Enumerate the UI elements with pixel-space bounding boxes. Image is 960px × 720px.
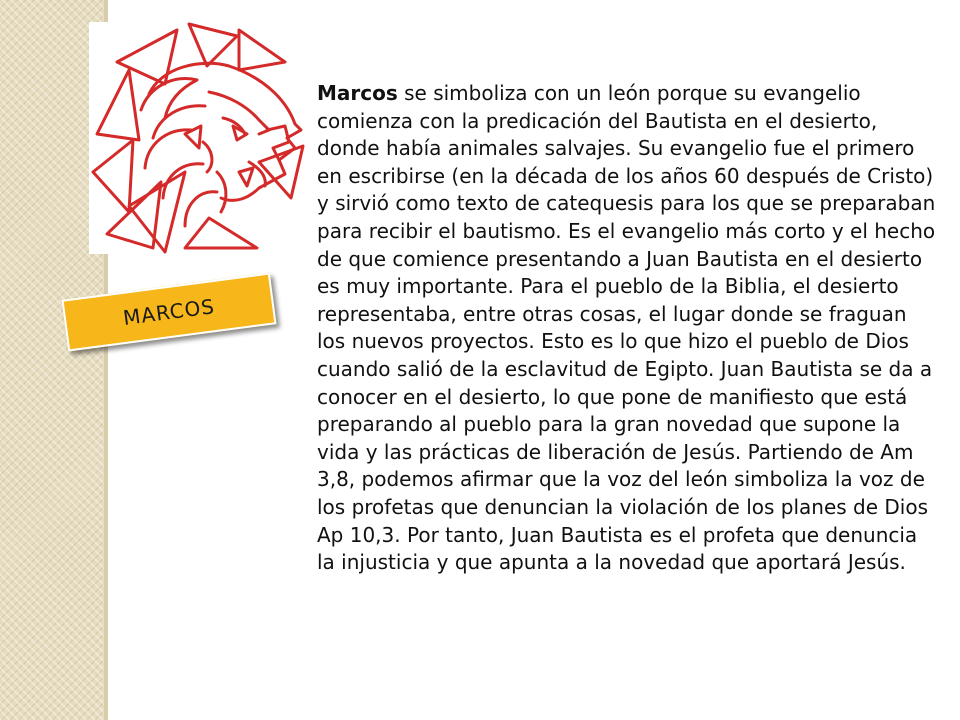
body-paragraph: se simboliza con un león porque su evangelio comienza con la predicación del Bautista en el desierto, donde había animales salvajes. Su evangelio fue el primero en escribirse (en la década de los años 60 después de Cristo) y sirvió como texto de catequesis para los que se preparaban para recibir el bautismo. Es el evangelio más corto y el hecho de que comience presentando a Juan Bautista en el desierto es muy importante. Para el pueblo de la Biblia, el desierto representaba, entre otras cosas, el lugar donde se fraguan los nuevos proyectos. Esto es lo que hizo el pueblo de Dios cuando salió de la esclavitud de Egipto. Juan Bautista se da a conocer en el desierto, lo que pone de manifiesto que está preparando al pueblo para la gran novedad que supone la vida y las prácticas de liberación de Jesús. Partiendo de Am 3,8, podemos afirmar que la voz del león simboliza la voz de los profetas que denuncian la violación de los planes de Dios Ap 10,3. Por tanto, Juan Bautista es el profeta que denuncia la injusticia y que apunta a la novedad que aportará Jesús.	[317, 81, 936, 575]
slide-body-text	[317, 80, 937, 577]
lead-word: Marcos	[317, 81, 398, 105]
badge-label: MARCOS	[121, 294, 217, 330]
lion-line-art-icon	[89, 22, 321, 254]
